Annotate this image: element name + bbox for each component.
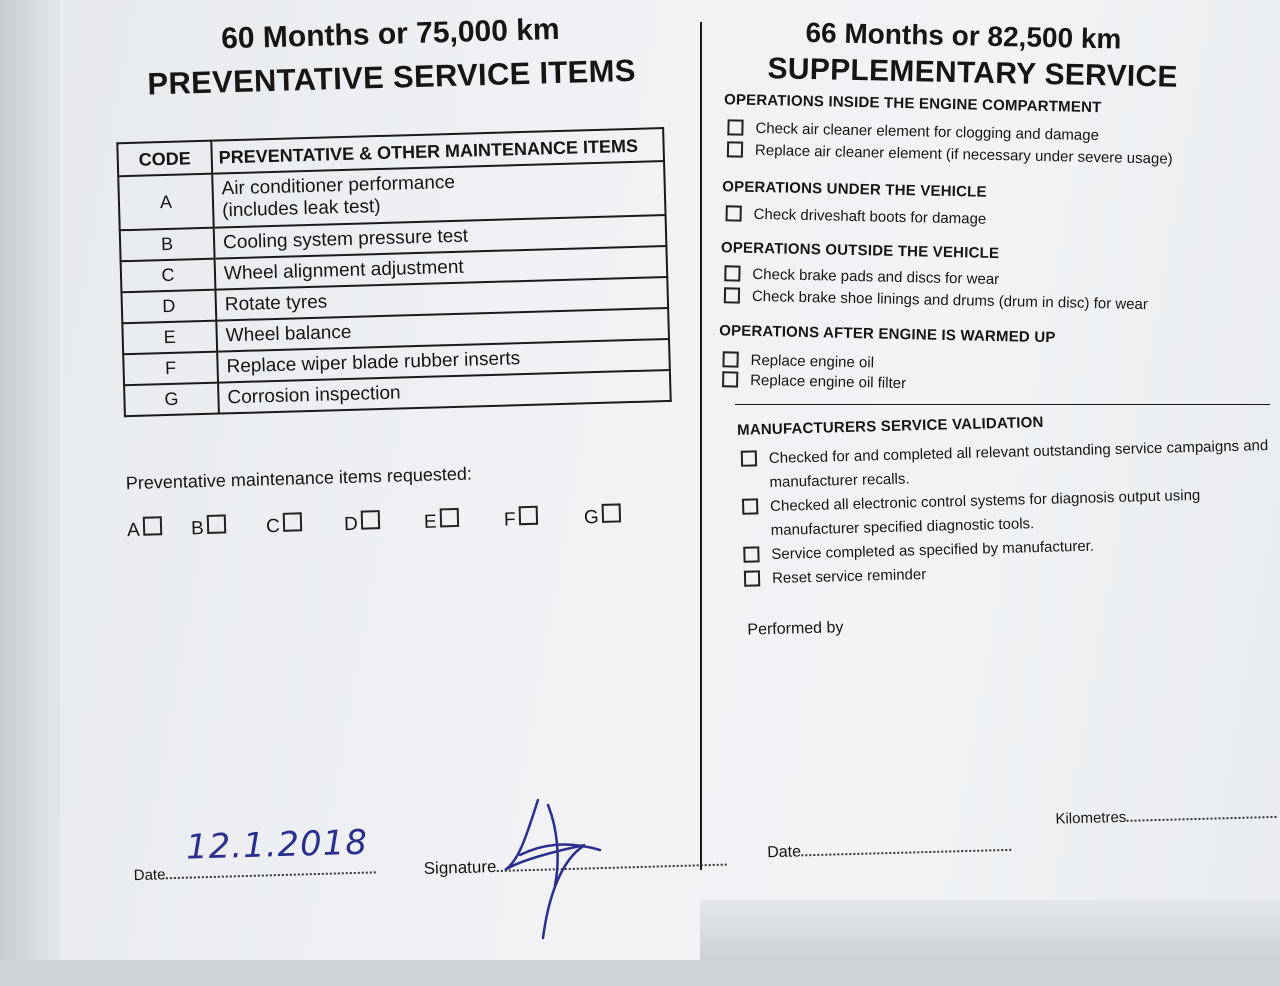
row-code: C [121,259,216,293]
row-item: Corrosion inspection [218,370,671,414]
row-item: Rotate tyres [215,277,668,321]
row-item: Replace wiper blade rubber inserts [217,339,670,383]
checkbox-icon[interactable] [743,546,759,562]
check-item-label: Check brake shoe linings and drums (drum in disc) for wear [751,287,1149,314]
right-heading-interval: 66 Months or 82,500 km [805,16,1122,55]
check-item-label: Check air cleaner element for clogging and damage [755,119,1100,145]
row-item-line: (includes leak test) [221,195,381,222]
row-item-line: Air conditioner performance [221,171,456,200]
left-heading-interval: 60 Months or 75,000 km [220,12,561,56]
row-code: B [120,228,215,262]
request-code: B [190,518,205,540]
request-code: G [583,507,600,529]
row-code: E [122,321,217,355]
check-item-label: Reset service reminder [771,565,927,588]
check-item-label: manufacturer specified diagnostic tools. [770,515,1035,540]
row-item: Cooling system pressure test [214,215,667,259]
request-code: A [126,519,141,542]
right-heading-title: SUPPLEMENTARY SERVICE [767,52,1179,94]
check-item-label: Checked for and completed all relevant outstanding service campaigns and [768,436,1269,468]
request-code: E [423,511,437,533]
check-item-label: manufacturer recalls. [769,470,910,492]
right-date-label: Date [767,843,802,862]
check-item-label: Service completed as specified by manufacturer. [771,537,1095,564]
performed-by-label: Performed by [747,619,844,639]
request-code: D [343,513,359,536]
request-code: C [265,515,281,538]
column-header-code: CODE [117,141,212,177]
section-title-validation: MANUFACTURERS SERVICE VALIDATION [736,413,1044,439]
checkbox-icon[interactable] [742,498,758,514]
checkbox-icon[interactable] [744,570,760,586]
check-item-label: Check driveshaft boots for damage [753,205,987,228]
check-item-label: Replace engine oil filter [750,371,907,393]
section-title-outside-vehicle: OPERATIONS OUTSIDE THE VEHICLE [720,239,1000,263]
row-code: F [123,352,218,386]
section-title-under-vehicle: OPERATIONS UNDER THE VEHICLE [722,178,987,201]
check-item-label: Replace air cleaner element (if necessary under severe usage) [754,141,1173,168]
check-item[interactable] [741,437,1272,491]
section-title-warmed-up: OPERATIONS AFTER ENGINE IS WARMED UP [719,322,1056,347]
kilometres-line [1126,816,1276,822]
kilometres-field[interactable] [1055,805,1276,828]
left-heading-title: PREVENTATIVE SERVICE ITEMS [146,52,637,102]
section-title-engine-compartment: OPERATIONS INSIDE THE ENGINE COMPARTMENT [723,91,1102,117]
requested-items-label: Preventative maintenance items requested: [125,463,473,494]
check-item[interactable] [742,485,1263,539]
row-item: Wheel balance [216,308,669,352]
row-code: G [124,383,219,417]
row-code: D [121,290,216,324]
signature-label: Signature [423,857,497,879]
check-item-label: Replace engine oil [750,351,875,372]
request-code: F [503,509,516,531]
row-item: Wheel alignment adjustment [215,246,668,290]
row-code: A [118,174,213,231]
right-date-field[interactable] [767,838,1011,862]
column-header-items: PREVENTATIVE & OTHER MAINTENANCE ITEMS [211,128,664,174]
kilometres-label: Kilometres [1055,808,1127,828]
checkbox-icon[interactable] [741,450,757,466]
check-item-label: Checked all electronic control systems for diagnosis output using [769,486,1201,516]
handwritten-date: 12.1.2018 [185,822,369,868]
date-label: Date [133,866,166,885]
right-date-line [801,849,1011,856]
check-item-label: Check brake pads and discs for wear [752,265,1000,289]
